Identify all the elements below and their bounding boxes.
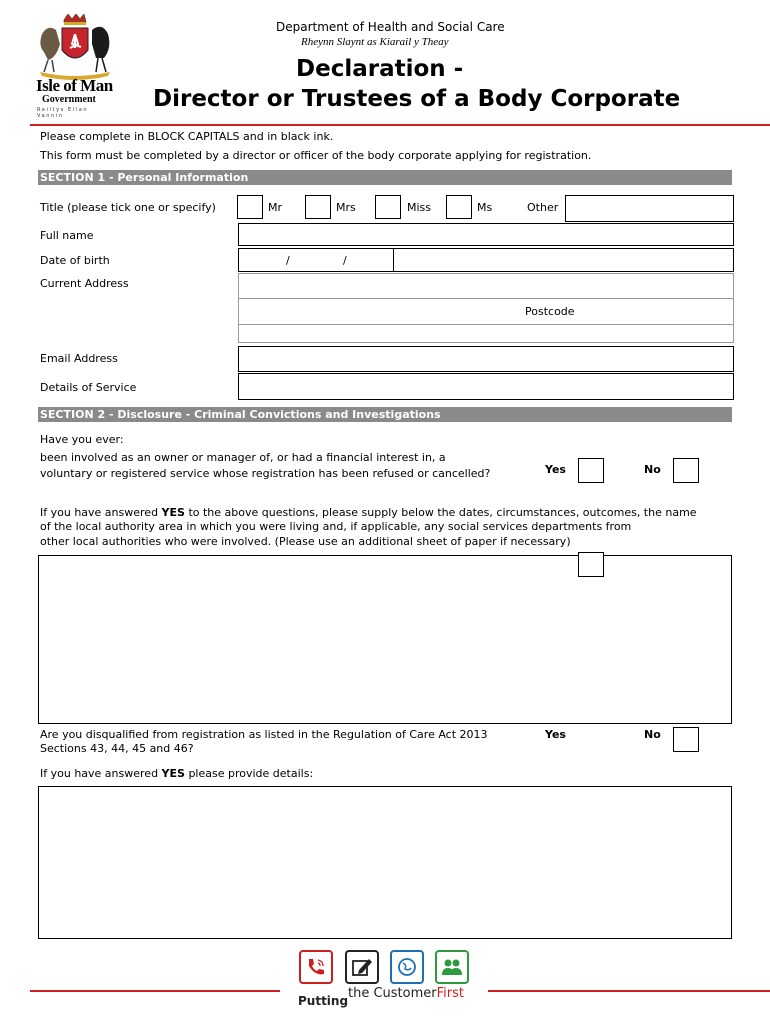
service-field[interactable] [238, 373, 734, 400]
logo-subtext: Government [42, 94, 96, 105]
question-2-no-checkbox[interactable] [673, 727, 699, 752]
title-mr-checkbox[interactable] [237, 195, 263, 219]
question-1-yes-label: Yes [545, 463, 566, 476]
email-label: Email Address [40, 352, 118, 365]
dob-separator-2: / [343, 254, 347, 267]
email-field[interactable] [238, 346, 734, 372]
question-2-line-1: Are you disqualified from registration as listed in the Regulation of Care Act 2013 [40, 728, 488, 741]
footer-line-left [30, 990, 280, 992]
logo [34, 14, 114, 119]
page-title-line2: Director or Trustees of a Body Corporate [153, 86, 681, 112]
dob-separator-1: / [286, 254, 290, 267]
people-icon [437, 952, 467, 982]
address-label: Current Address [40, 277, 129, 290]
title-mr-label: Mr [268, 201, 283, 214]
question-1-yes-checkbox[interactable] [578, 458, 604, 483]
question-1-line-1: been involved as an owner or manager of, or had a financial interest in, a [40, 451, 446, 464]
footer-putting: Putting [298, 994, 349, 1008]
full-name-field[interactable] [238, 223, 734, 246]
full-name-label: Full name [40, 229, 94, 242]
title-other-field[interactable] [565, 195, 734, 222]
details-extra-checkbox[interactable] [578, 552, 604, 577]
question-2-line-2: Sections 43, 44, 45 and 46? [40, 742, 194, 755]
page-title-line1: Declaration - [296, 56, 464, 82]
question-1-no-checkbox[interactable] [673, 458, 699, 483]
department-name: Department of Health and Social Care [276, 20, 505, 34]
instruction-line-1: Please complete in BLOCK CAPITALS and in black ink. [40, 130, 334, 143]
dob-field[interactable] [238, 248, 395, 272]
if-yes-line-3: other local authorities who were involved. (Please use an additional sheet of paper if necessary) [40, 535, 571, 548]
phone-icon [301, 952, 331, 982]
address-field[interactable] [238, 273, 734, 343]
people-tile [435, 950, 469, 984]
logo-text: Isle of Man [36, 76, 113, 95]
header-divider [30, 124, 770, 126]
question-1-no-label: No [644, 463, 661, 476]
section-2-heading: SECTION 2 - Disclosure - Criminal Convictions and Investigations [38, 407, 732, 422]
question-2-details-field[interactable] [38, 786, 732, 939]
title-ms-label: Ms [477, 201, 493, 214]
title-mrs-label: Mrs [336, 201, 356, 214]
globe-icon [392, 952, 422, 982]
footer-line-right [488, 990, 770, 992]
question-1-details-field[interactable] [38, 555, 732, 724]
service-label: Details of Service [40, 381, 137, 394]
edit-document-icon [347, 952, 377, 982]
title-mrs-checkbox[interactable] [305, 195, 331, 219]
provide-details-label: If you have answered YES please provide details: [40, 767, 314, 780]
title-miss-checkbox[interactable] [375, 195, 401, 219]
question-2-yes-label: Yes [545, 728, 566, 741]
title-ms-checkbox[interactable] [446, 195, 472, 219]
title-label: Title (please tick one or specify) [40, 201, 216, 214]
title-miss-label: Miss [407, 201, 432, 214]
coat-of-arms-icon [34, 14, 114, 80]
web-tile [390, 950, 424, 984]
title-other-label: Other [527, 201, 559, 214]
logo-manx: Reiltys Ellan Vannin [37, 107, 89, 119]
dob-extra-field[interactable] [393, 248, 734, 272]
phone-tile [299, 950, 333, 984]
department-manx: Rheynn Slaynt as Kiarail y Theay [301, 36, 449, 48]
edit-tile [345, 950, 379, 984]
question-2-no-label: No [644, 728, 661, 741]
section-1-heading: SECTION 1 - Personal Information [38, 170, 732, 185]
if-yes-line-1: If you have answered YES to the above questions, please supply below the dates, circumstances, outcomes, the name [40, 506, 697, 519]
have-you-ever-label: Have you ever: [40, 433, 124, 446]
if-yes-line-2: of the local authority area in which you were living and, if applicable, any social services departments from [40, 520, 632, 533]
question-1-line-2: voluntary or registered service whose registration has been refused or cancelled? [40, 467, 491, 480]
dob-label: Date of birth [40, 254, 110, 267]
postcode-label: Postcode [525, 305, 575, 318]
instruction-line-2: This form must be completed by a director or officer of the body corporate applying for registration. [40, 149, 592, 162]
footer-slogan: the CustomerFirst [348, 986, 464, 1001]
